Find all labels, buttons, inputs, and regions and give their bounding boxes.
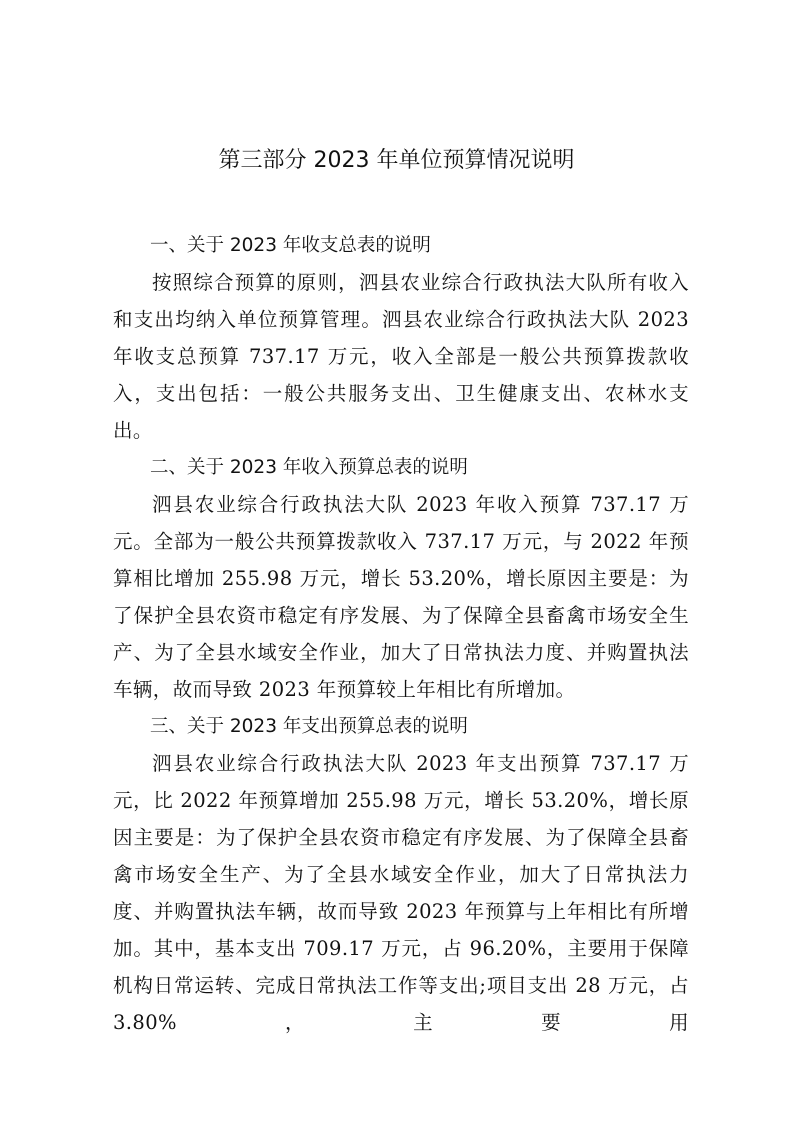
section-heading: 一、关于 2023 年收支总表的说明: [150, 235, 431, 256]
section-paragraph: 泗县农业综合行政执法大队 2023 年支出预算 737.17 万元，比 2022 年预算增加 255.98 万元，增长 53.20%，增长原因主要是：为了保护全县农资市稳定有序发展、为了保障全县畜禽市场安全生产、为了全县水域安全作业，加大了日常执法力度、并购置执法车辆，故而导致 2023 年预算与上年相比有所增加。其中，基本支出 709.17 万元，占 96.20%，主要用于保障机构日常运转、完成日常执法工作等支出;项目支出 28 万元，占 3.80%，主要用: [113, 752, 689, 1034]
section-income-budget-summary: [113, 449, 689, 708]
document-title: 第三部分 2023 年单位预算情况说明: [218, 148, 575, 173]
section-paragraph: 按照综合预算的原则，泗县农业综合行政执法大队所有收入和支出均纳入单位预算管理。泗县农业综合行政执法大队 2023 年收支总预算 737.17 万元，收入全部是一般公共预算拨款收入，支出包括：一般公共服务支出、卫生健康支出、农林水支出。: [113, 271, 689, 442]
section-paragraph: 泗县农业综合行政执法大队 2023 年收入预算 737.17 万元。全部为一般公共预算拨款收入 737.17 万元，与 2022 年预算相比增加 255.98 万元，增长 53.20%，增长原因主要是：为了保护全县农资市稳定有序发展、为了保障全县畜禽市场安全生产、为了全县水域安全作业，加大了日常执法力度、并购置执法车辆，故而导致 2023 年预算较上年相比有所增加。: [113, 493, 689, 701]
document-body: [113, 227, 689, 1041]
section-heading: 二、关于 2023 年收入预算总表的说明: [150, 457, 468, 478]
section-heading: 三、关于 2023 年支出预算总表的说明: [150, 716, 468, 737]
section-income-expense-summary: [113, 227, 689, 449]
section-expenditure-budget-summary: [113, 708, 689, 1041]
